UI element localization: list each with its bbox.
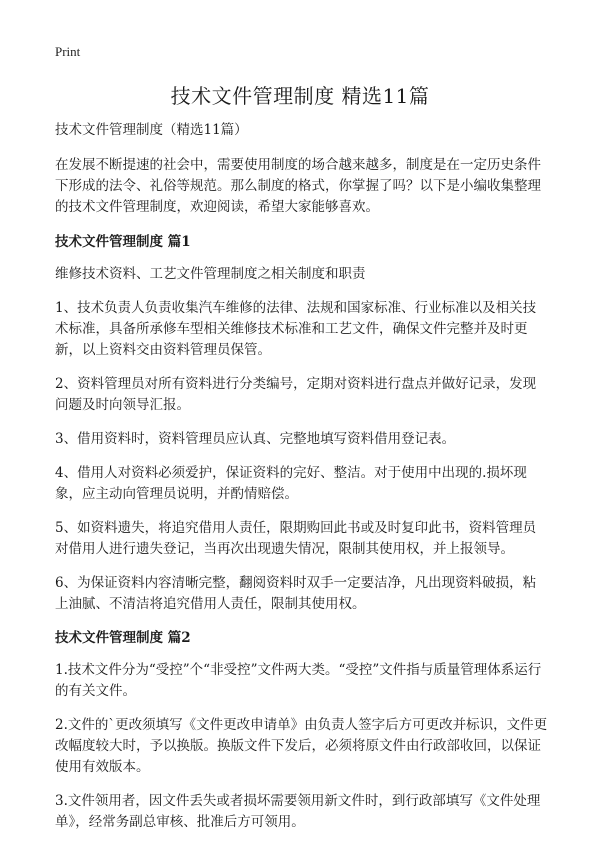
list-item: 2.文件的`更改须填写《文件更改申请单》由负责人签字后方可更改并标识，文件更改幅度较大时，予以换版。换版文件下发后，必须将原文件由行政部收回，以保证使用有效版本。 [55, 717, 548, 775]
section-heading: 技术文件管理制度 篇1 [55, 234, 191, 250]
list-item: 6、为保证资料内容清晰完整，翻阅资料时双手一定要洁净，凡出现资料破损，粘上油腻、不清洁将追究借用人责任，限制其使用权。 [55, 575, 537, 612]
list-item: 1、技术负责人负责收集汽车维修的法律、法规和国家标准、行业标准以及相关技术标准，具备所承修车型相关维修技术标准和工艺文件，确保文件完整并及时更新，以上资料交由资料管理员保管。 [55, 300, 537, 358]
list-item: 5、如资料遗失，将追究借用人责任，限期购回此书或及时复印此书，资料管理员对借用人进行遗失登记，当再次出现遗失情况，限制其使用权，并上报领导。 [55, 520, 537, 557]
section-1 [55, 232, 548, 615]
intro-paragraph: 在发展不断提速的社会中，需要使用制度的场合越来越多，制度是在一定历史条件下形成的法令、礼俗等规范。那么制度的格式，你掌握了吗？以下是小编收集整理的技术文件管理制度，欢迎阅读，希望大家能够喜欢。 [55, 157, 541, 215]
list-item: 3.文件领用者，因文件丢失或者损坏需要领用新文件时，到行政部填写《文件处理单》，经常务副总审核、批准后方可领用。 [55, 793, 541, 830]
document-subtitle: 技术文件管理制度（精选11篇） [55, 122, 248, 138]
list-item: 3、借用资料时，资料管理员应认真、完整地填写资料借用登记表。 [55, 431, 456, 447]
list-item: 1.技术文件分为“受控”个“非受控”文件两大类。“受控”文件指与质量管理体系运行的有关文件。 [55, 662, 542, 699]
print-label: Print [55, 44, 81, 59]
document-body [55, 120, 548, 846]
list-item: 4、借用人对资料必须爱护，保证资料的完好、整洁。对于使用中出现的.损坏现象，应主动向管理员说明，并酌情赔偿。 [55, 465, 527, 502]
list-item: 2、资料管理员对所有资料进行分类编号，定期对资料进行盘点并做好记录，发现问题及时向领导汇报。 [55, 376, 537, 413]
section-lead: 维修技术资料、工艺文件管理制度之相关制度和职责 [55, 266, 366, 282]
section-heading: 技术文件管理制度 篇2 [55, 630, 191, 646]
document-title: 技术文件管理制度 精选11篇 [170, 84, 430, 108]
section-2 [55, 628, 548, 833]
